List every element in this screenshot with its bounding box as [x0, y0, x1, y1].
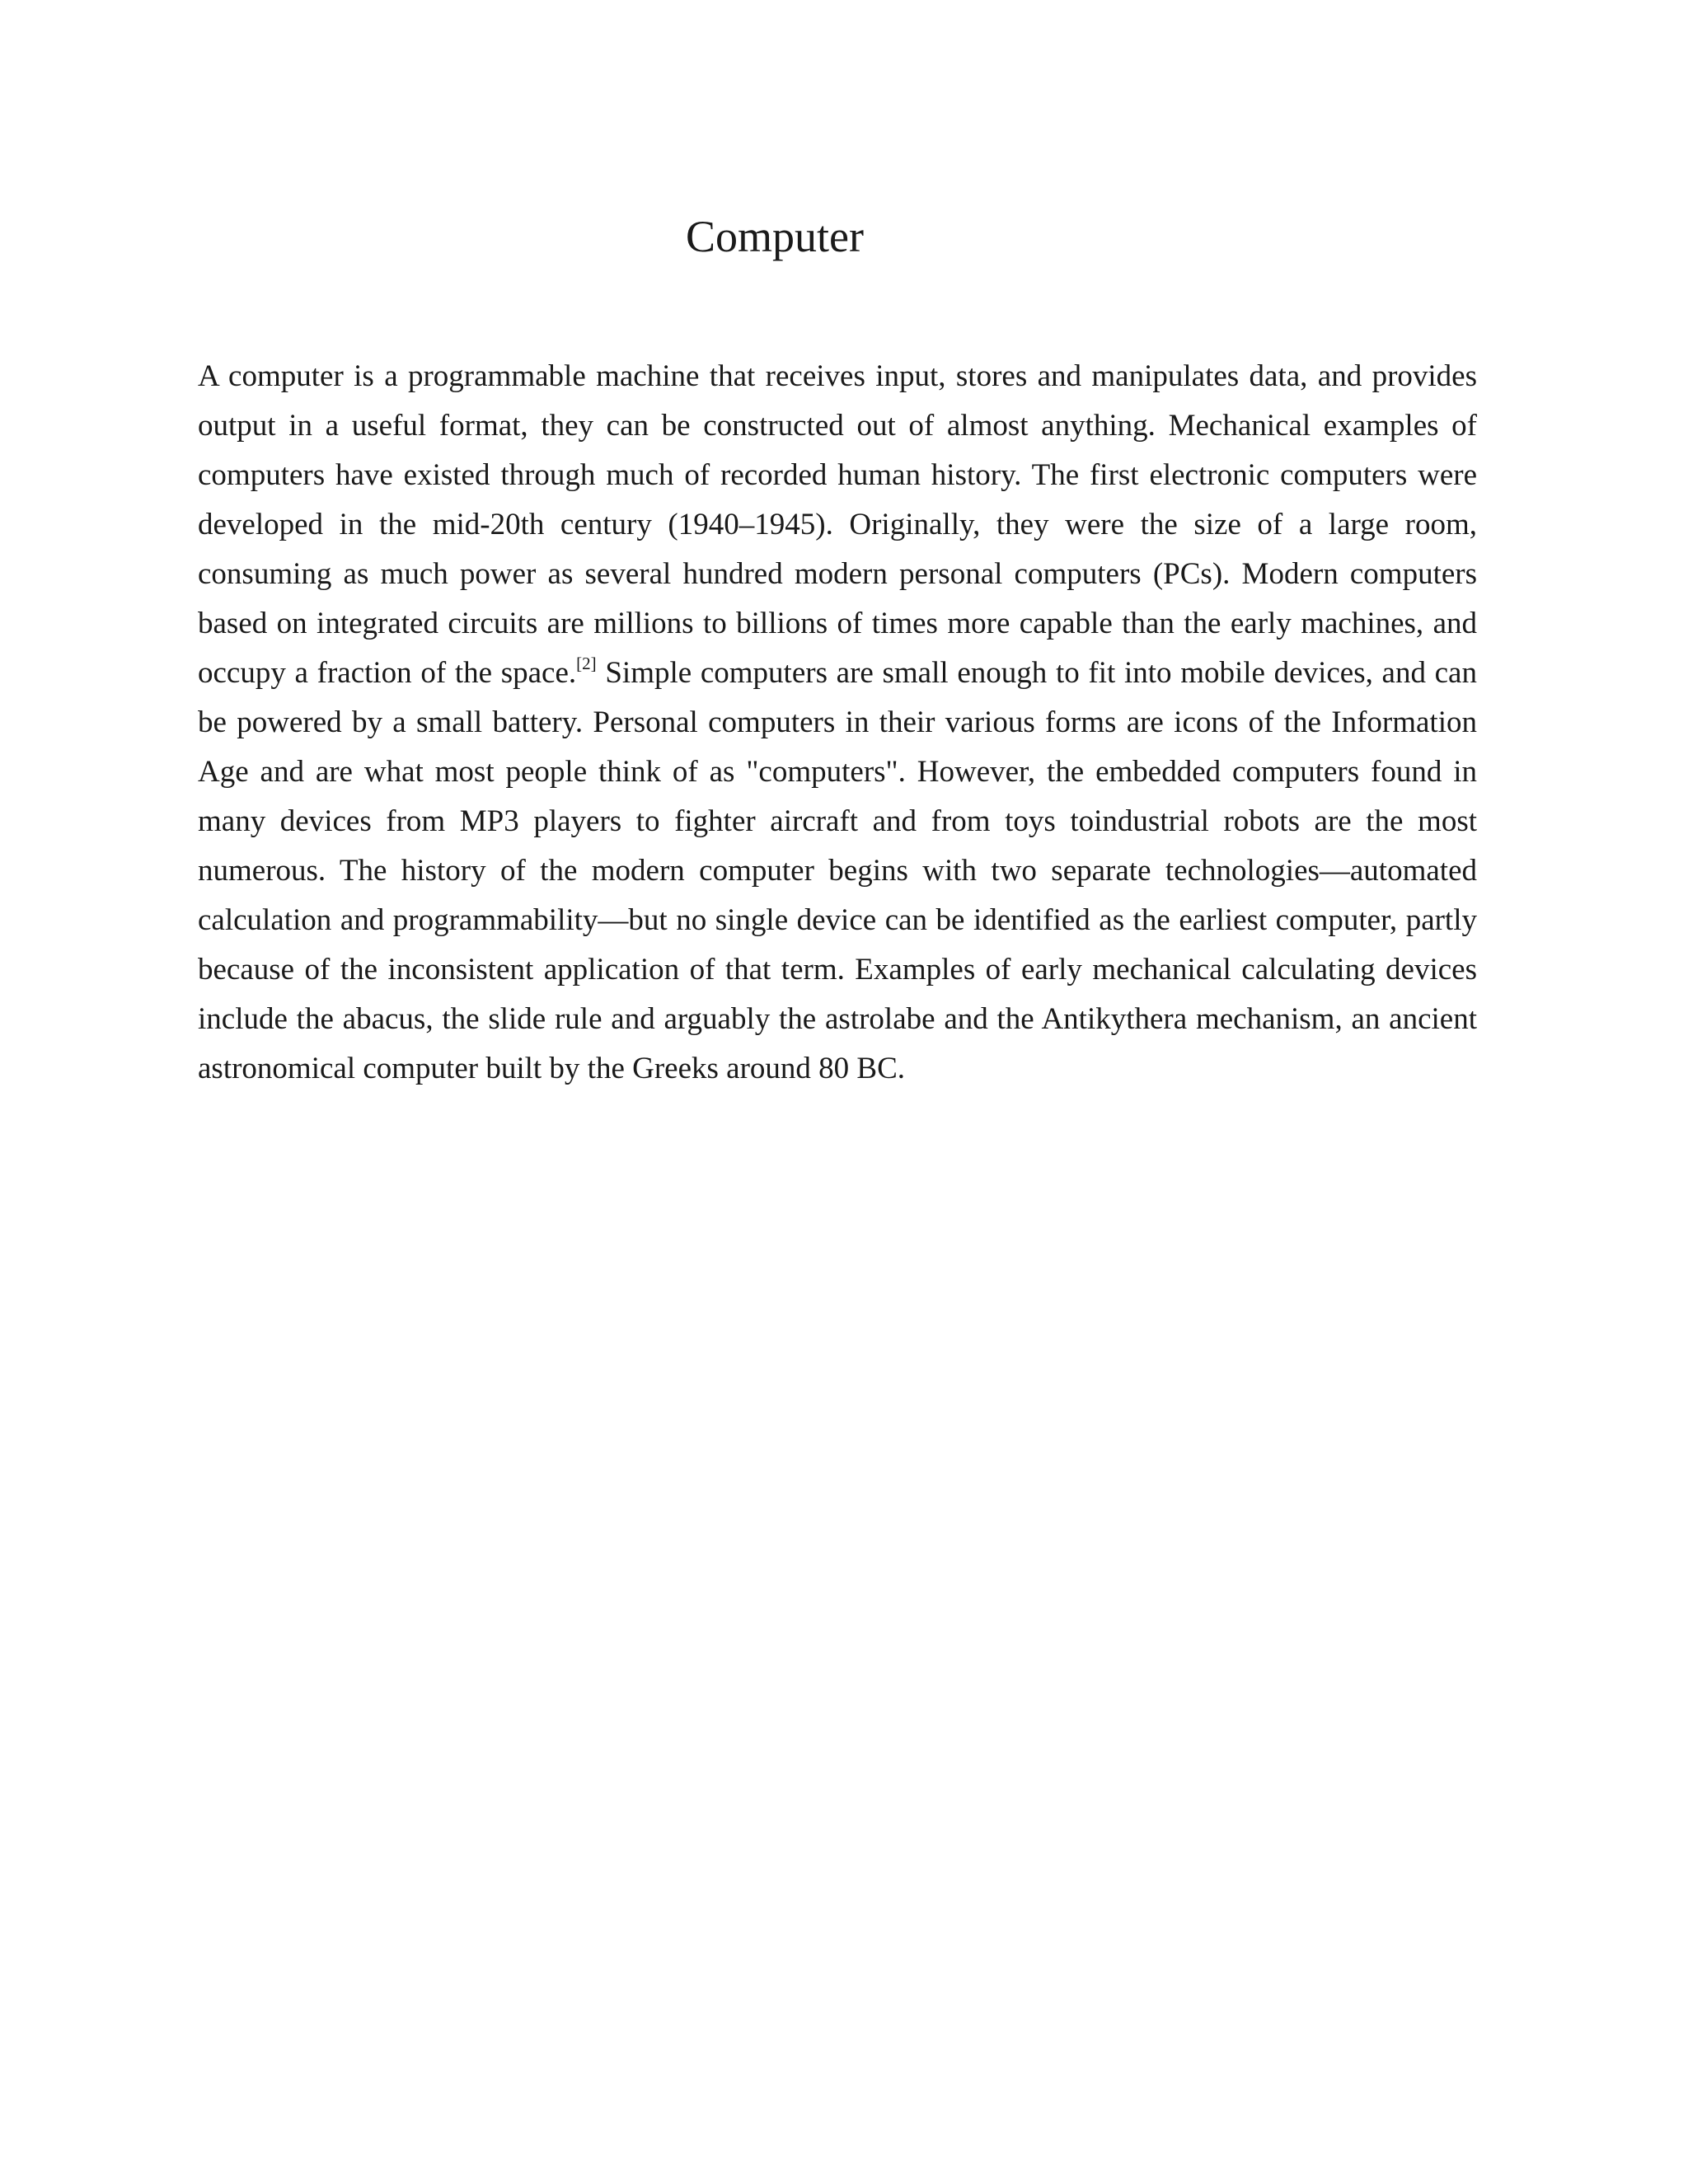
- paragraph-text-part2: Simple computers are small enough to fit into mobile devices, and can be powered by a small battery. Personal computers in their various forms are icons of the Information Age and are what most people think of as "computers". However, the embedded computers found in many devices from MP3 players to fighter aircraft and from toys toindustrial robots are the most numerous. The history of the modern computer begins with two separate technologies—automated calculation and programmability—but no single device can be identified as the earliest computer, partly because of the inconsistent application of that term. Examples of early mechanical calculating devices include the abacus, the slide rule and arguably the astrolabe and the Antikythera mechanism, an ancient astronomical computer built by the Greeks around 80 BC.: [198, 656, 1477, 1085]
- citation-reference[interactable]: [2]: [576, 654, 597, 673]
- paragraph-text-part1: A computer is a programmable machine that receives input, stores and manipulates data, and provides output in a useful format, they can be constructed out of almost anything. Mechanical examples of computers have existed through much of recorded human history. The first electronic computers were developed in the mid-20th century (1940–1945). Originally, they were the size of a large room, consuming as much power as several hundred modern personal computers (PCs). Modern computers based on integrated circuits are millions to billions of times more capable than the early machines, and occupy a fraction of the space.: [198, 359, 1477, 690]
- page-title: Computer: [686, 212, 864, 261]
- body-paragraph: [198, 352, 1477, 1094]
